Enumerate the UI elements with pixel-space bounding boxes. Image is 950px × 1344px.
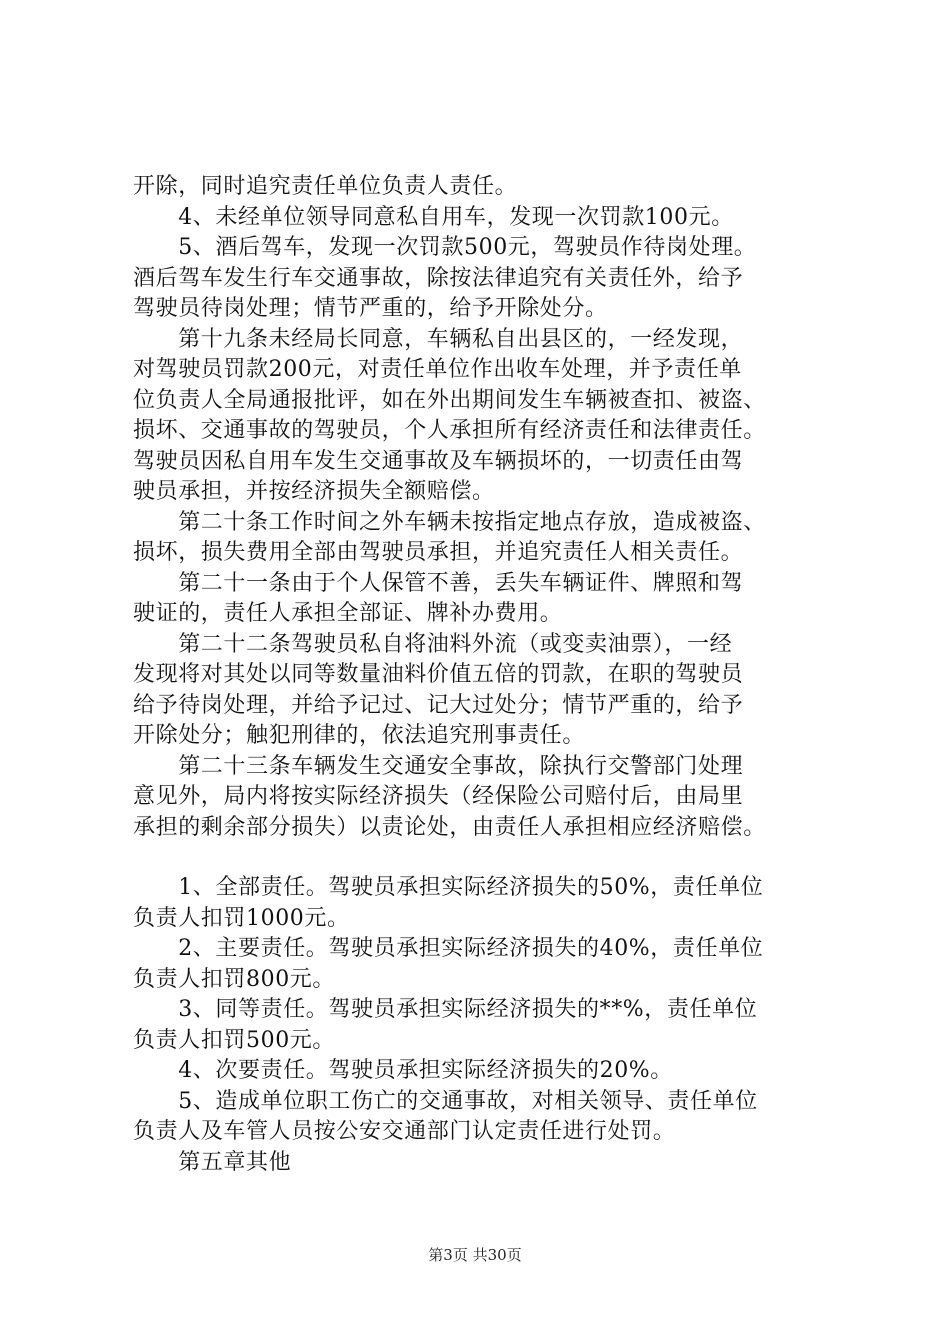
- text-line: 2、主要责任。驾驶员承担实际经济损失的40%，责任单位: [133, 936, 764, 961]
- text-line: 4、次要责任。驾驶员承担实际经济损失的20%。: [133, 1058, 673, 1083]
- text-line: 驶员承担，并按经济损失全额赔偿。: [133, 479, 495, 504]
- text-line: 损坏、交通事故的驾驶员，个人承担所有经济责任和法律责任。: [133, 418, 766, 443]
- text-line: 发现将对其处以同等数量油料价值五倍的罚款，在职的驾驶员: [133, 662, 744, 687]
- text-line: 驾驶员待岗处理；情节严重的，给予开除处分。: [133, 296, 608, 321]
- text-line: 第二十三条车辆发生交通安全事故，除执行交警部门处理: [133, 753, 744, 779]
- text-line: 负责人扣罚500元。: [133, 1027, 335, 1053]
- text-line: 酒后驾车发生行车交通事故，除按法律追究有关责任外，给予: [133, 265, 744, 291]
- text-line: 负责人及车管人员按公安交通部门认定责任进行处罚。: [133, 1119, 676, 1144]
- text-line: 驶证的，责任人承担全部证、牌补办费用。: [133, 601, 563, 626]
- text-line: 3、同等责任。驾驶员承担实际经济损失的**%，责任单位: [133, 997, 758, 1022]
- text-line: 5、酒后驾车，发现一次罚款500元，驾驶员作待岗处理。: [133, 235, 757, 260]
- document-body: [133, 172, 833, 1178]
- text-line: 开除，同时追究责任单位负责人责任。: [133, 174, 518, 199]
- text-line: 5、造成单位职工伤亡的交通事故，对相关领导、责任单位: [133, 1088, 758, 1114]
- text-line: 负责人扣罚800元。: [133, 966, 335, 992]
- page-number: 第3页 共30页: [428, 1246, 522, 1264]
- text-line: 驾驶员因私自用车发生交通事故及车辆损坏的，一切责任由驾: [133, 448, 744, 474]
- text-line: 第二十二条驾驶员私自将油料外流（或变卖油票），一经: [133, 631, 733, 657]
- text-line: 意见外，局内将按实际经济损失（经保险公司赔付后，由局里: [133, 784, 744, 809]
- text-line: 1、全部责任。驾驶员承担实际经济损失的50%，责任单位: [133, 875, 764, 900]
- text-line: 第二十条工作时间之外车辆未按指定地点存放，造成被盗、: [133, 509, 766, 535]
- text-line: 承担的剩余部分损失）以责论处，由责任人承担相应经济赔偿。: [133, 814, 766, 840]
- paragraph-gap: [133, 843, 833, 873]
- text-line: 第五章其他: [133, 1149, 292, 1175]
- text-line: 4、未经单位领导同意私自用车，发现一次罚款100元。: [133, 204, 734, 230]
- page-footer: [0, 1244, 950, 1265]
- text-line: 负责人扣罚1000元。: [133, 905, 350, 931]
- text-line: 给予待岗处理，并给予记过、记大过处分；情节严重的，给予: [133, 692, 744, 718]
- text-line: 对驾驶员罚款200元，对责任单位作出收车处理，并予责任单: [133, 357, 742, 382]
- text-line: 开除处分；触犯刑律的，依法追究刑事责任。: [133, 723, 586, 748]
- text-line: 第二十一条由于个人保管不善，丢失车辆证件、牌照和驾: [133, 570, 744, 596]
- text-line: 损坏，损失费用全部由驾驶员承担，并追究责任人相关责任。: [133, 540, 744, 565]
- text-line: 第十九条未经局长同意，车辆私自出县区的，一经发现，: [133, 326, 744, 352]
- text-line: 位负责人全局通报批评，如在外出期间发生车辆被查扣、被盗、: [133, 387, 766, 413]
